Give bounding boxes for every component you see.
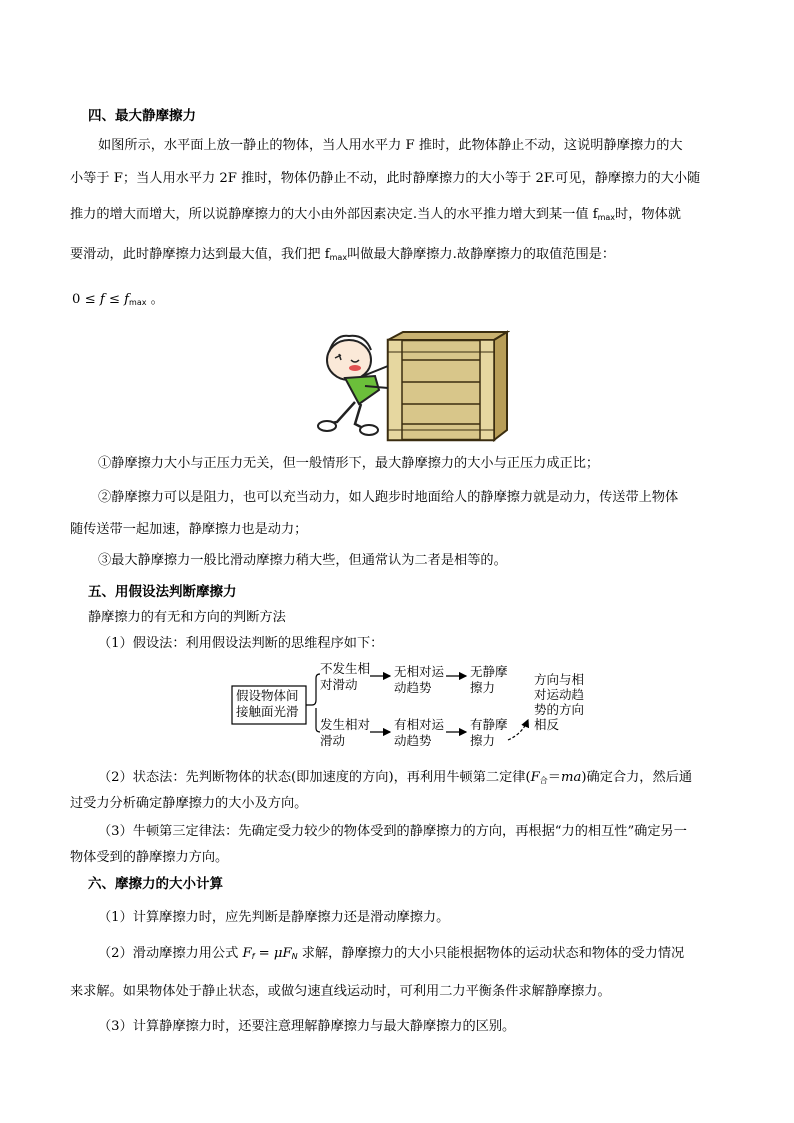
diagram-bottom-step2: 有相对运 动趋势 bbox=[394, 717, 445, 748]
note-2: ②静摩擦力可以是阻力，也可以充当动力，如人跑步时地面给人的静摩擦力就是动力，传送带上物体 bbox=[98, 490, 679, 505]
method2-line2: 过受力分析确定静摩擦力的大小及方向。 bbox=[70, 796, 308, 811]
diagram-top-step2: 无相对运 动趋势 bbox=[394, 664, 445, 695]
method3-line2: 物体受到的静摩擦力方向。 bbox=[70, 850, 229, 865]
diagram-bottom-step1: 发生相对 滑动 bbox=[320, 717, 371, 748]
section4-heading: 四、最大静摩擦力 bbox=[88, 108, 196, 124]
diagram-start-box: 假设物体间 接触面光滑 bbox=[236, 688, 299, 719]
calc-item-1: （1）计算摩擦力时，应先判断是静摩擦力还是滑动摩擦力。 bbox=[98, 910, 450, 925]
section4-line3: 推力的增大而增大，所以说静摩擦力的大小由外部因素决定.当人的水平推力增大到某一值 $f_{max}$时，物体就 bbox=[70, 207, 681, 222]
note-1: ①静摩擦力大小与正压力无关，但一般情形下，最大静摩擦力的大小与正压力成正比； bbox=[98, 456, 600, 471]
diagram-top-step3: 无静摩 擦力 bbox=[470, 664, 508, 695]
calc-item-3: （3）计算静摩擦力时，还要注意理解静摩擦力与最大静摩擦力的区别。 bbox=[98, 1019, 516, 1034]
friction-range-formula: $0 \le f \le f_{max}$ 。 bbox=[72, 292, 164, 307]
section5-intro: 静摩擦力的有无和方向的判断方法 bbox=[88, 610, 286, 625]
section4-line2: 小等于 F；当人用水平力 2F 推时，物体仍静止不动，此时静摩擦力的大小等于 2F.可见，静摩擦力的大小随 bbox=[70, 171, 701, 186]
note-2-cont: 随传送带一起加速，静摩擦力也是动力； bbox=[70, 522, 308, 537]
method2-line1: （2）状态法：先判断物体的状态(即加速度的方向)，再利用牛顿第二定律$(F_合=ma)$确定合力，然后通 bbox=[98, 770, 693, 785]
calc-item-2-cont: 来求解。如果物体处于静止状态，或做匀速直线运动时，可利用二力平衡条件求解静摩擦力。 bbox=[70, 984, 611, 999]
assumption-flow-diagram bbox=[230, 660, 590, 760]
method1-text: （1）假设法：利用假设法判断的思维程序如下： bbox=[98, 636, 384, 651]
push-crate-illustration bbox=[315, 330, 510, 442]
note-3: ③最大静摩擦力一般比滑动摩擦力稍大些，但通常认为二者是相等的。 bbox=[98, 553, 507, 568]
diagram-conclusion: 方向与相 对运动趋 势的方向 相反 bbox=[534, 672, 585, 732]
section5-heading: 五、用假设法判断摩擦力 bbox=[88, 584, 237, 600]
diagram-top-step1: 不发生相 对滑动 bbox=[320, 661, 371, 692]
calc-item-2: （2）滑动摩擦力用公式 $F_f = \mu F_N$ 求解，静摩擦力的大小只能根据物体的运动状态和物体的受力情况 bbox=[98, 946, 685, 961]
section6-heading: 六、摩擦力的大小计算 bbox=[88, 876, 223, 892]
diagram-bottom-step3: 有静摩 擦力 bbox=[470, 717, 508, 748]
section4-line4: 要滑动，此时静摩擦力达到最大值，我们把 $f_{max}$叫做最大静摩擦力.故静摩擦力的取值范围是： bbox=[70, 247, 616, 262]
method3-line1: （3）牛顿第三定律法：先确定受力较少的物体受到的静摩擦力的方向，再根据“力的相互性”确定另一 bbox=[98, 824, 687, 839]
section4-line1: 如图所示，水平面上放一静止的物体，当人用水平力 F 推时，此物体静止不动，这说明静摩擦力的大 bbox=[98, 138, 683, 153]
